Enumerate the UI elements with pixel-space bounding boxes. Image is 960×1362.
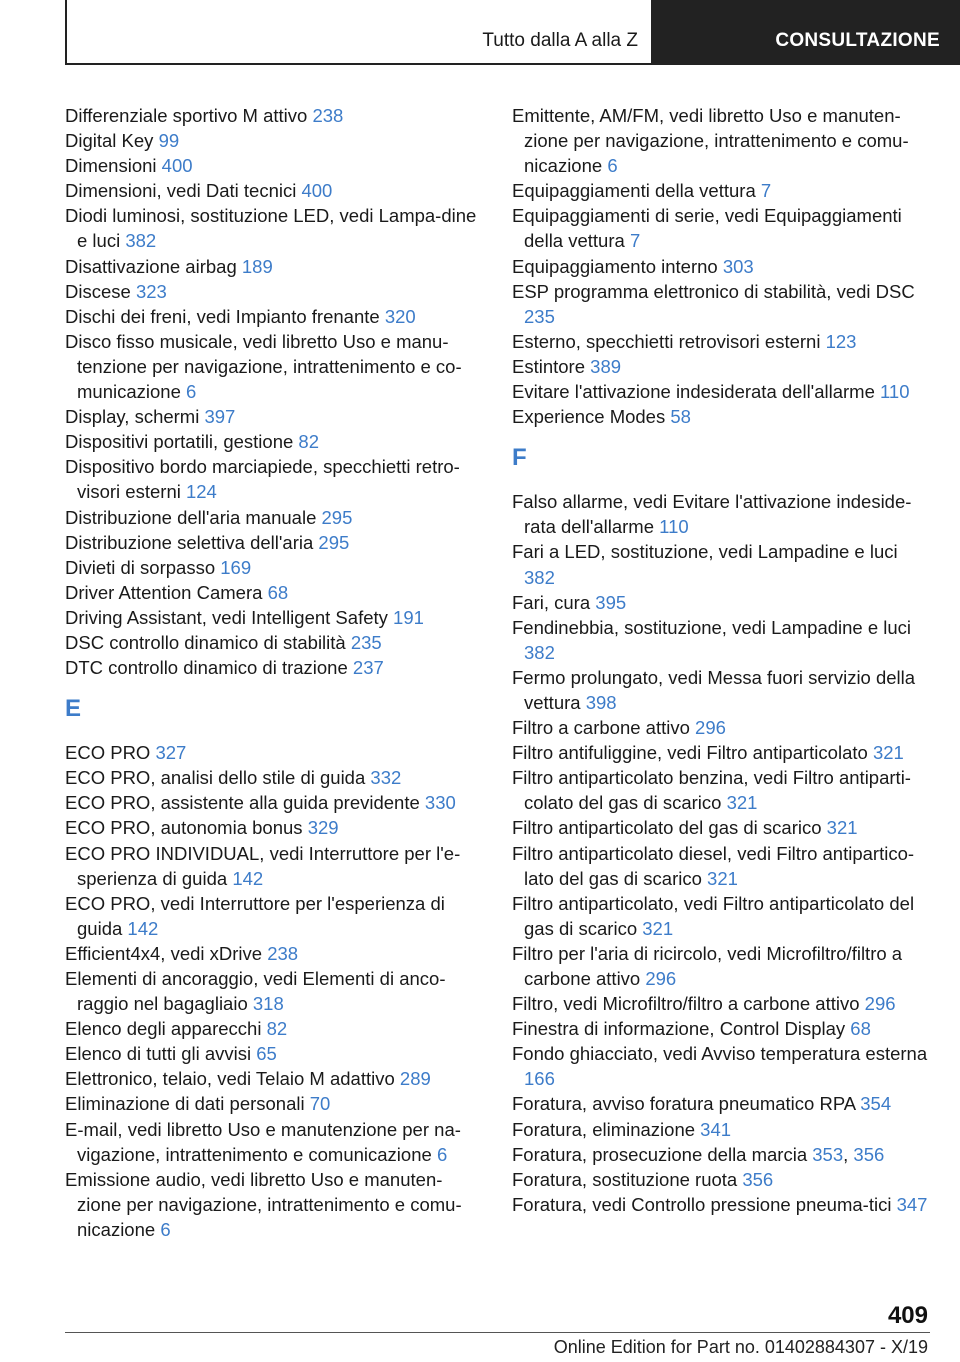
index-entry-text: Disco fisso musicale, vedi libretto Uso e manu‐tenzione per navigazione, intrattenimento e co‐municazione [65, 330, 462, 403]
index-entry-text: Estintore [512, 355, 586, 377]
index-entry [65, 630, 480, 655]
index-entry-text: Distribuzione selettiva dell'aria [65, 531, 314, 553]
index-entry-text: Discese [65, 280, 131, 302]
page-reference-link[interactable]: 389 [590, 355, 622, 377]
page-reference-link[interactable]: 235 [350, 631, 382, 653]
page-reference-link[interactable]: 321 [707, 867, 738, 889]
page-reference-link[interactable]: 142 [127, 917, 159, 939]
footer-rule [65, 1332, 930, 1333]
index-letter-heading: E [65, 695, 82, 723]
page-reference-link[interactable]: 124 [185, 481, 217, 503]
index-entry-text: Foratura, vedi Controllo pressione pneuma‐tici [512, 1193, 892, 1215]
index-entry-text: Digital Key [65, 130, 154, 152]
index-entry [512, 841, 932, 891]
index-entry [65, 1117, 480, 1167]
index-entry-text: Filtro per l'aria di ricircolo, vedi Microfiltro/filtro a carbone attivo [512, 942, 903, 989]
index-entry-text: Fari, cura [512, 591, 591, 613]
index-entry [65, 941, 480, 966]
page-reference-link[interactable]: 238 [267, 942, 299, 964]
index-entry-text: Dispositivi portatili, gestione [65, 431, 294, 453]
page-reference-link[interactable]: 382 [125, 230, 157, 252]
index-entry [65, 1066, 480, 1091]
index-entry [65, 505, 480, 530]
page-reference-link[interactable]: 58 [670, 406, 691, 428]
index-entry [512, 1192, 932, 1217]
index-entry-text: Finestra di informazione, Control Display [512, 1018, 846, 1040]
index-entry-text: Disattivazione airbag [65, 255, 237, 277]
page-reference-link[interactable]: 82 [298, 431, 319, 453]
index-entry [65, 279, 480, 304]
index-entry [512, 1117, 932, 1142]
index-entry [65, 740, 480, 765]
index-entry-text: Experience Modes [512, 406, 666, 428]
index-entry: Foratura, prosecuzione della marcia 353, 356 [512, 1143, 885, 1165]
index-entry [65, 454, 480, 504]
page-reference-link[interactable]: 7 [760, 180, 772, 202]
index-entry [512, 489, 932, 539]
page-reference-link[interactable]: 354 [860, 1093, 892, 1115]
index-entry [65, 605, 480, 630]
page-reference-link[interactable]: 341 [700, 1118, 732, 1140]
index-entry-text: Driver Attention Camera [65, 581, 263, 603]
index-entry [512, 1091, 932, 1116]
index-entry [512, 1167, 932, 1192]
index-entry [512, 103, 932, 178]
index-entry-text: Foratura, avviso foratura pneumatico RPA [512, 1093, 856, 1115]
page-reference-link[interactable]: 321 [642, 917, 674, 939]
page-header [0, 0, 960, 66]
index-entry [512, 404, 932, 429]
index-entry [65, 891, 480, 941]
page-reference-link[interactable]: 318 [252, 993, 284, 1015]
index-entry [512, 354, 932, 379]
index-entry [65, 153, 480, 178]
edition-note: Online Edition for Part no. 01402884307 - X/19 [553, 1337, 928, 1357]
page-reference-link[interactable]: 289 [399, 1068, 431, 1090]
page-reference-link[interactable]: 6 [186, 381, 197, 403]
index-entry-text: Fendinebbia, sostituzione, vedi Lampadine e luci [512, 616, 912, 638]
index-entry-text: Filtro antiparticolato del gas di scarico [512, 817, 822, 839]
index-entry [512, 891, 932, 941]
page-reference-link[interactable]: 329 [307, 817, 339, 839]
index-entry-text: Driving Assistant, vedi Intelligent Safety [65, 606, 388, 628]
index-entry-text: Falso allarme, vedi Evitare l'attivazione indeside‐rata dell'allarme [512, 491, 912, 538]
index-column-right [512, 103, 932, 1217]
index-entry-text: Divieti di sorpasso [65, 556, 216, 578]
index-entry-text: Elettronico, telaio, vedi Telaio M adattivo [65, 1068, 395, 1090]
index-letter-heading: F [512, 444, 527, 472]
page-reference-link[interactable]: 191 [393, 606, 424, 628]
page-reference-link[interactable]: 123 [825, 330, 857, 352]
page-reference-link[interactable]: 6 [607, 155, 618, 177]
index-entry [65, 429, 480, 454]
index-entry [65, 1091, 480, 1116]
page-reference-link[interactable]: 395 [595, 591, 627, 613]
page-reference-link[interactable]: 321 [826, 817, 858, 839]
index-entry [65, 815, 480, 840]
index-entry-text: Diodi luminosi, sostituzione LED, vedi Lampa‐dine e luci [65, 205, 477, 252]
index-entry-text: DSC controllo dinamico di stabilità [65, 631, 346, 653]
page-reference-link[interactable]: 295 [318, 531, 350, 553]
page-reference-link[interactable]: 347 [896, 1193, 928, 1215]
index-entry-text: ECO PRO, autonomia bonus [65, 817, 303, 839]
index-entry-text: Dispositivo bordo marciapiede, specchietti retro‐visori esterni [65, 456, 460, 503]
index-entry [65, 203, 480, 253]
index-entry-text: ESP programma elettronico di stabilità, vedi DSC [512, 280, 915, 302]
page-reference-link[interactable]: 142 [232, 867, 264, 889]
page-reference-link[interactable]: 296 [695, 717, 726, 739]
page-reference-link[interactable]: 382 [524, 566, 555, 588]
page-reference-link[interactable]: 400 [301, 180, 333, 202]
index-entry [512, 178, 932, 203]
index-entry-text: Elementi di ancoraggio, vedi Elementi di anco‐raggio nel bagagliaio [65, 968, 446, 1015]
page-reference-link[interactable]: 82 [266, 1018, 288, 1040]
index-entry-text: Emittente, AM/FM, vedi libretto Uso e manuten‐zione per navigazione, intrattenimento e comu‐nicazione [512, 105, 909, 177]
index-entry [512, 379, 932, 404]
index-entry [65, 254, 480, 279]
index-entry [512, 615, 932, 665]
index-entry-text: DTC controllo dinamico di trazione [65, 657, 348, 679]
index-entry [65, 304, 480, 329]
chapter-tab-label: CONSULTAZIONE [775, 30, 940, 51]
page-reference-link[interactable]: 7 [629, 230, 641, 252]
index-entry-text: Elenco di tutti gli avvisi [65, 1043, 252, 1065]
index-entry [65, 555, 480, 580]
header-bottom-rule [65, 63, 651, 65]
page-reference-link[interactable]: 6 [160, 1218, 171, 1240]
section-title: Tutto dalla A alla Z [482, 30, 638, 51]
index-entry-text: Fondo ghiacciato, vedi Avviso temperatura esterna [512, 1043, 928, 1065]
page-reference-link[interactable]: 400 [161, 155, 193, 177]
index-entry-text: ECO PRO, vedi Interruttore per l'esperienza di guida [65, 892, 445, 939]
page-reference-link[interactable]: 356 [742, 1168, 774, 1190]
index-entry-text: Equipaggiamenti di serie, vedi Equipaggiamenti della vettura [512, 205, 902, 252]
index-entry-text: ECO PRO [65, 742, 151, 764]
page-reference-link[interactable]: 303 [722, 255, 754, 277]
page-reference-link[interactable]: 6 [436, 1143, 448, 1165]
index-entry [512, 715, 932, 740]
page-reference-link[interactable]: 398 [585, 691, 617, 713]
page-reference-link[interactable]: 189 [241, 255, 273, 277]
index-entry [512, 815, 932, 840]
index-entry-text: Filtro antiparticolato, vedi Filtro antiparticolato del gas di scarico [512, 892, 915, 939]
page-reference-link[interactable]: 321 [872, 742, 904, 764]
index-entry-text: Evitare l'attivazione indesiderata dell'allarme [512, 381, 875, 403]
page-reference-link[interactable]: 356 [853, 1143, 885, 1165]
index-entry [65, 655, 480, 680]
index-entry-text: Foratura, sostituzione ruota [512, 1168, 738, 1190]
index-entry-text: Emissione audio, vedi libretto Uso e manuten‐zione per navigazione, intrattenimento e comu‐nicazione [65, 1168, 462, 1240]
page-reference-link[interactable]: 323 [135, 280, 167, 302]
page-reference-link[interactable]: 327 [155, 742, 187, 764]
index-entry [512, 279, 932, 329]
index-entry-text: Filtro antiparticolato diesel, vedi Filtro antipartico‐lato del gas di scarico [512, 842, 915, 889]
page-number: 409 [887, 1302, 928, 1329]
page-reference-link[interactable]: 296 [864, 993, 896, 1015]
page-reference-link[interactable]: 295 [321, 506, 353, 528]
page-reference-link[interactable]: 330 [424, 792, 456, 814]
index-entry-text: Display, schermi [65, 406, 200, 428]
page-reference-link[interactable]: 68 [267, 581, 289, 603]
index-entry-text: ECO PRO, analisi dello stile di guida [65, 767, 366, 789]
page-reference-link[interactable]: 169 [220, 556, 252, 578]
index-entry-text: Equipaggiamenti della vettura [512, 180, 756, 202]
page-reference-link[interactable]: 237 [352, 657, 384, 679]
page-reference-link[interactable]: 382 [524, 641, 555, 663]
index-entry-text: Fermo prolungato, vedi Messa fuori servizio della vettura [512, 666, 916, 713]
index-entry-text: ECO PRO INDIVIDUAL, vedi Interruttore per l'e‐sperienza di guida [65, 842, 461, 889]
page-reference-link[interactable]: 166 [524, 1068, 555, 1090]
index-entry [512, 254, 932, 279]
index-entry-text: Dimensioni [65, 155, 157, 177]
index-entry [65, 128, 480, 153]
index-entry [512, 665, 932, 715]
page-reference-link[interactable]: 397 [204, 406, 236, 428]
index-entry [512, 590, 932, 615]
page-reference-link[interactable]: 321 [726, 792, 758, 814]
index-entry [512, 203, 932, 253]
index-entry [65, 1167, 480, 1242]
index-entry-text: Distribuzione dell'aria manuale [65, 506, 317, 528]
index-entry [512, 991, 932, 1016]
index-entry [65, 404, 480, 429]
index-entry [65, 103, 480, 128]
page-reference-link[interactable]: 320 [384, 305, 416, 327]
index-entry [512, 1016, 932, 1041]
index-entry-text: Fari a LED, sostituzione, vedi Lampadine e luci [512, 541, 898, 563]
index-entry-text: Differenziale sportivo M attivo [65, 105, 308, 126]
index-entry-text: Equipaggiamento interno [512, 255, 718, 277]
index-entry-text: Filtro antiparticolato benzina, vedi Filtro antiparti‐colato del gas di scarico [512, 767, 911, 814]
index-entry [65, 178, 480, 203]
page-reference-link[interactable]: 110 [659, 516, 689, 538]
index-entry [65, 1041, 480, 1066]
page-reference-link[interactable]: 332 [370, 767, 402, 789]
index-entry-text: Filtro, vedi Microfiltro/filtro a carbone attivo [512, 993, 860, 1015]
index-entry [65, 530, 480, 555]
index-entry-text: Filtro a carbone attivo [512, 717, 690, 739]
index-entry [65, 329, 480, 404]
page-reference-link[interactable]: 235 [524, 305, 555, 327]
index-entry-text: ECO PRO, assistente alla guida previdente [65, 792, 420, 814]
page-reference-link[interactable]: 238 [312, 105, 344, 126]
index-entry [512, 1041, 932, 1091]
index-entry [512, 539, 932, 589]
index-entry [65, 841, 480, 891]
index-entry [65, 765, 480, 790]
index-entry-text: Dischi dei freni, vedi Impianto frenante [65, 305, 380, 327]
index-entry-text: Esterno, specchietti retrovisori esterni [512, 330, 821, 352]
page-reference-link[interactable]: 296 [645, 968, 677, 989]
index-entry-text: Eliminazione di dati personali [65, 1093, 305, 1115]
index-entry-text: Dimensioni, vedi Dati tecnici [65, 180, 297, 202]
index-entry [65, 966, 480, 1016]
index-entry [512, 941, 932, 991]
page-reference-link[interactable]: 99 [158, 130, 180, 152]
index-entry-text: Efficient4x4, vedi xDrive [65, 942, 263, 964]
header-left-rule [65, 0, 67, 64]
index-entry-text: Filtro antifuliggine, vedi Filtro antiparticolato [512, 742, 868, 764]
page-reference-link[interactable]: 353 [812, 1143, 844, 1165]
index-entry-text: Elenco degli apparecchi [65, 1018, 262, 1040]
index-column-left [65, 103, 480, 1242]
index-entry-text: E-mail, vedi libretto Uso e manutenzione per na‐vigazione, intrattenimento e comunicazione [65, 1118, 461, 1165]
index-entry [512, 740, 932, 765]
page-reference-link[interactable]: 65 [256, 1043, 277, 1065]
index-entry-text: Foratura, prosecuzione della marcia [512, 1143, 808, 1165]
index-entry [512, 765, 932, 815]
index-entry [65, 580, 480, 605]
index-entry [512, 329, 932, 354]
page-reference-link[interactable]: 68 [850, 1018, 871, 1040]
index-entry [65, 790, 480, 815]
index-entry [65, 1016, 480, 1041]
page-reference-link[interactable]: 110 [880, 381, 910, 403]
index-entry-text: Foratura, eliminazione [512, 1118, 696, 1140]
page-reference-link[interactable]: 70 [309, 1093, 331, 1115]
